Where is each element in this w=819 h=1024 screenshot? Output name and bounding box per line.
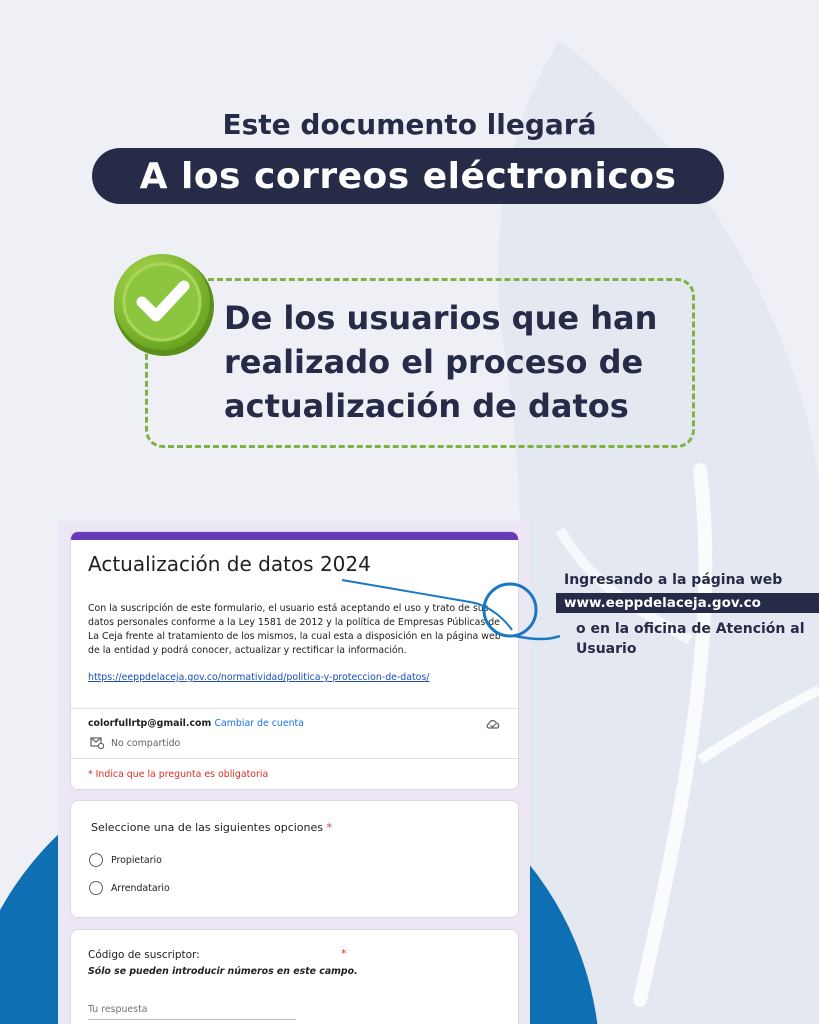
form-title: Actualización de datos 2024 [88,552,371,576]
account-email: colorfullrtp@gmail.com [88,718,212,729]
policy-link[interactable]: https://eeppdelaceja.gov.co/normatividad/politica-y-proteccion-de-datos/ [88,672,430,683]
radio-option-propietario[interactable] [89,853,162,867]
question-card-subscriber-code [70,929,519,1024]
radio-button[interactable] [89,881,103,895]
divider [71,708,518,709]
change-account-link[interactable]: Cambiar de cuenta [214,718,304,729]
radio-option-arrendatario[interactable] [89,881,170,895]
question-card-owner-type [70,800,519,918]
form-accent-bar [71,532,518,540]
website-label: www.eeppdelaceja.gov.co [556,593,819,613]
question-help: Sólo se pueden introducir números en este campo. [88,966,358,977]
divider [71,758,518,759]
share-icon [90,737,104,749]
required-mark: * [326,821,333,834]
required-note: * Indica que la pregunta es obligatoria [88,769,269,780]
required-mark: * [341,947,347,960]
caption-line2: o en la oficina de Atención al Usuario [576,621,805,657]
radio-label: Arrendatario [111,882,170,894]
form-description: Con la suscripción de este formulario, el usuario está aceptando el uso y trato de sus datos personales conforme a la Ley 1581 de 2012 y la política de Empresas Públicas de La Ceja frente al tratamiento de los mismos, la cual esta a disposición en la página web de la entidad y podrá conocer, actualizar y rectificar la información. [88,603,501,656]
account-row [88,718,304,729]
callout-connector [330,560,560,660]
caption-line1: Ingresando a la página web [564,572,783,588]
question-label: Código de suscriptor: [88,949,200,961]
headline-pill: A los correos eléctronicos [92,148,724,204]
subscriber-code-input[interactable]: Tu respuesta [88,1004,296,1020]
not-shared-text: No compartido [111,738,181,749]
headline: Este documento llegará [222,108,597,141]
question-label: Seleccione una de las siguientes opciones * [91,821,333,834]
radio-button[interactable] [89,853,103,867]
radio-label: Propietario [111,854,162,866]
cloud-icon [485,717,501,731]
box-text: De los usuarios que han realizado el proceso de actualización de datos [224,299,658,425]
check-icon [110,250,218,358]
